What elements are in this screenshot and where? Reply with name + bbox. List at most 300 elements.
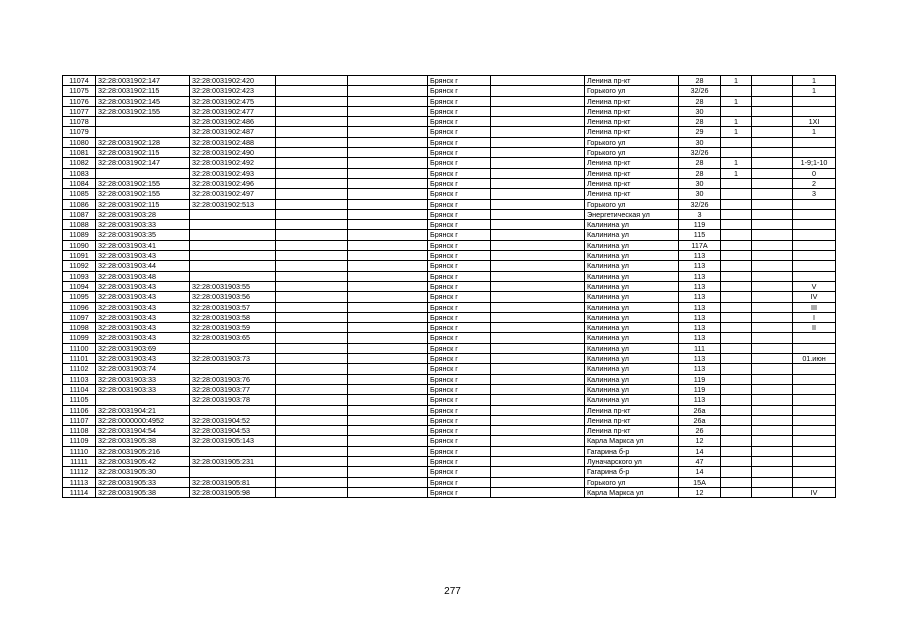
- table-cell: [276, 354, 348, 364]
- table-cell: [721, 477, 752, 487]
- table-cell: [491, 271, 585, 281]
- table-cell: 11105: [63, 395, 96, 405]
- table-cell: 32:28:0031902:155: [96, 178, 190, 188]
- table-cell: 32:28:0031903:43: [96, 251, 190, 261]
- table-cell: [491, 415, 585, 425]
- table-cell: [752, 230, 793, 240]
- table-cell: Брянск г: [428, 354, 491, 364]
- table-cell: 32:28:0031903:43: [96, 323, 190, 333]
- table-cell: 32:28:0031902:115: [96, 86, 190, 96]
- table-cell: 32/26: [679, 86, 721, 96]
- table-cell: Калинина ул: [585, 281, 679, 291]
- table-cell: [752, 374, 793, 384]
- table-cell: [190, 220, 276, 230]
- table-cell: [491, 487, 585, 497]
- table-cell: [491, 456, 585, 466]
- table-cell: 32:28:0031903:48: [96, 271, 190, 281]
- table-cell: 47: [679, 456, 721, 466]
- table-cell: [721, 384, 752, 394]
- table-row: [63, 158, 836, 168]
- table-cell: [276, 333, 348, 343]
- table-cell: [348, 127, 428, 137]
- table-cell: [793, 96, 836, 106]
- table-cell: [276, 240, 348, 250]
- table-cell: 32:28:0031903:43: [96, 281, 190, 291]
- table-cell: [752, 137, 793, 147]
- table-cell: 32:28:0031903:43: [96, 312, 190, 322]
- table-cell: Гагарина б-р: [585, 446, 679, 456]
- table-row: [63, 354, 836, 364]
- table-cell: [793, 415, 836, 425]
- table-cell: [190, 251, 276, 261]
- table-cell: [793, 333, 836, 343]
- table-cell: [491, 158, 585, 168]
- table-row: [63, 209, 836, 219]
- table-cell: Брянск г: [428, 168, 491, 178]
- table-row: [63, 374, 836, 384]
- table-cell: [793, 148, 836, 158]
- table-cell: 14: [679, 446, 721, 456]
- table-cell: 26а: [679, 405, 721, 415]
- table-cell: [491, 436, 585, 446]
- table-row: [63, 127, 836, 137]
- table-cell: [752, 199, 793, 209]
- table-cell: Ленина пр-кт: [585, 76, 679, 86]
- table-cell: [348, 220, 428, 230]
- table-cell: 11094: [63, 281, 96, 291]
- table-cell: Горького ул: [585, 148, 679, 158]
- table-cell: 32:28:0031902:488: [190, 137, 276, 147]
- table-cell: [276, 374, 348, 384]
- table-cell: 14: [679, 467, 721, 477]
- table-cell: Калинина ул: [585, 271, 679, 281]
- table-cell: [190, 364, 276, 374]
- table-cell: [276, 106, 348, 116]
- table-cell: [793, 405, 836, 415]
- table-cell: 32:28:0031902:477: [190, 106, 276, 116]
- table-cell: [752, 477, 793, 487]
- table-cell: Брянск г: [428, 302, 491, 312]
- table-cell: Калинина ул: [585, 292, 679, 302]
- table-cell: [348, 148, 428, 158]
- table-cell: 32:28:0031902:115: [96, 199, 190, 209]
- table-cell: 15А: [679, 477, 721, 487]
- table-cell: 32:28:0031902:513: [190, 199, 276, 209]
- cadastral-table: [62, 75, 836, 498]
- table-cell: Ленина пр-кт: [585, 117, 679, 127]
- table-cell: [491, 199, 585, 209]
- table-cell: 32:28:0031903:76: [190, 374, 276, 384]
- table-cell: Горького ул: [585, 199, 679, 209]
- table-cell: Брянск г: [428, 261, 491, 271]
- table-cell: [348, 292, 428, 302]
- table-cell: [491, 178, 585, 188]
- table-row: [63, 76, 836, 86]
- table-cell: Ленина пр-кт: [585, 168, 679, 178]
- table-cell: [348, 240, 428, 250]
- table-cell: [276, 477, 348, 487]
- table-cell: 32:28:0031905:216: [96, 446, 190, 456]
- table-cell: Брянск г: [428, 271, 491, 281]
- table-row: [63, 230, 836, 240]
- table-cell: [348, 436, 428, 446]
- table-cell: [348, 189, 428, 199]
- table-cell: [276, 446, 348, 456]
- table-row: [63, 189, 836, 199]
- table-cell: 28: [679, 158, 721, 168]
- table-cell: [348, 199, 428, 209]
- table-row: [63, 240, 836, 250]
- table-cell: [491, 343, 585, 353]
- table-cell: [793, 240, 836, 250]
- table-cell: 32:28:0031903:77: [190, 384, 276, 394]
- table-cell: [491, 405, 585, 415]
- table-cell: [752, 86, 793, 96]
- table-cell: [348, 364, 428, 374]
- table-cell: 11099: [63, 333, 96, 343]
- table-cell: 11088: [63, 220, 96, 230]
- table-cell: 32:28:0031903:78: [190, 395, 276, 405]
- table-cell: 28: [679, 96, 721, 106]
- table-cell: [276, 312, 348, 322]
- table-cell: [721, 106, 752, 116]
- table-cell: 32:28:0031903:33: [96, 374, 190, 384]
- table-row: [63, 467, 836, 477]
- table-cell: [793, 343, 836, 353]
- table-cell: [276, 199, 348, 209]
- table-cell: [721, 178, 752, 188]
- table-cell: [276, 467, 348, 477]
- table-cell: 11075: [63, 86, 96, 96]
- table-cell: 30: [679, 189, 721, 199]
- table-cell: [276, 456, 348, 466]
- table-cell: Калинина ул: [585, 374, 679, 384]
- table-cell: 11100: [63, 343, 96, 353]
- table-cell: 119: [679, 384, 721, 394]
- table-cell: Калинина ул: [585, 230, 679, 240]
- table-cell: [721, 343, 752, 353]
- table-cell: 1: [721, 117, 752, 127]
- table-cell: [793, 209, 836, 219]
- table-cell: Ленина пр-кт: [585, 127, 679, 137]
- table-cell: [96, 127, 190, 137]
- table-cell: [190, 343, 276, 353]
- table-cell: 113: [679, 323, 721, 333]
- table-cell: [348, 477, 428, 487]
- table-cell: [491, 148, 585, 158]
- table-cell: [276, 271, 348, 281]
- table-cell: 11091: [63, 251, 96, 261]
- table-cell: [752, 168, 793, 178]
- table-cell: [491, 323, 585, 333]
- table-cell: [793, 251, 836, 261]
- table-cell: 2: [793, 178, 836, 188]
- table-cell: [793, 230, 836, 240]
- table-cell: [721, 209, 752, 219]
- table-cell: 32:28:0031903:69: [96, 343, 190, 353]
- table-cell: Брянск г: [428, 405, 491, 415]
- table-cell: [276, 148, 348, 158]
- table-cell: [721, 405, 752, 415]
- table-cell: 11102: [63, 364, 96, 374]
- table-cell: Брянск г: [428, 96, 491, 106]
- table-cell: Калинина ул: [585, 302, 679, 312]
- table-cell: [752, 158, 793, 168]
- table-row: [63, 220, 836, 230]
- table-cell: 113: [679, 261, 721, 271]
- table-cell: 12: [679, 487, 721, 497]
- table-cell: 28: [679, 168, 721, 178]
- table-cell: [752, 323, 793, 333]
- table-cell: [752, 415, 793, 425]
- table-cell: 119: [679, 374, 721, 384]
- table-cell: [348, 86, 428, 96]
- table-cell: [348, 271, 428, 281]
- table-cell: [491, 96, 585, 106]
- table-cell: 32:28:0031903:41: [96, 240, 190, 250]
- table-cell: 32:28:0031903:73: [190, 354, 276, 364]
- table-cell: [348, 76, 428, 86]
- table-cell: [721, 312, 752, 322]
- table-cell: 32:28:0031905:38: [96, 436, 190, 446]
- table-cell: [190, 271, 276, 281]
- table-cell: 32:28:0031905:30: [96, 467, 190, 477]
- table-cell: [491, 467, 585, 477]
- table-cell: [276, 487, 348, 497]
- table-cell: 32:28:0031905:143: [190, 436, 276, 446]
- table-cell: 32:28:0031905:231: [190, 456, 276, 466]
- table-cell: [491, 292, 585, 302]
- table-cell: 30: [679, 106, 721, 116]
- table-cell: [721, 271, 752, 281]
- table-row: [63, 415, 836, 425]
- table-cell: [491, 76, 585, 86]
- table-cell: [190, 261, 276, 271]
- table-cell: 32:28:0031903:44: [96, 261, 190, 271]
- table-cell: 11080: [63, 137, 96, 147]
- table-cell: 11107: [63, 415, 96, 425]
- table-cell: [348, 168, 428, 178]
- table-row: [63, 477, 836, 487]
- table-cell: [190, 240, 276, 250]
- table-cell: 115: [679, 230, 721, 240]
- table-cell: [190, 446, 276, 456]
- table-cell: [348, 405, 428, 415]
- table-cell: [491, 117, 585, 127]
- table-cell: III: [793, 302, 836, 312]
- table-cell: 30: [679, 137, 721, 147]
- table-cell: Калинина ул: [585, 395, 679, 405]
- table-cell: 12: [679, 436, 721, 446]
- table-cell: 32:28:0031902:420: [190, 76, 276, 86]
- table-cell: 32/26: [679, 199, 721, 209]
- table-cell: 11104: [63, 384, 96, 394]
- table-cell: [491, 86, 585, 96]
- table-cell: [721, 292, 752, 302]
- table-cell: Брянск г: [428, 127, 491, 137]
- table-cell: [276, 220, 348, 230]
- table-row: [63, 395, 836, 405]
- table-cell: [276, 76, 348, 86]
- table-cell: [752, 467, 793, 477]
- table-cell: [190, 209, 276, 219]
- table-cell: Брянск г: [428, 148, 491, 158]
- table-cell: [752, 178, 793, 188]
- table-cell: [276, 189, 348, 199]
- table-cell: [276, 395, 348, 405]
- table-cell: 32:28:0031903:35: [96, 230, 190, 240]
- table-cell: [721, 395, 752, 405]
- table-cell: 32:28:0031904:54: [96, 426, 190, 436]
- page-number: 277: [444, 586, 461, 597]
- table-row: [63, 261, 836, 271]
- table-cell: Ленина пр-кт: [585, 96, 679, 106]
- table-cell: [491, 106, 585, 116]
- table-cell: [752, 426, 793, 436]
- table-cell: 1: [721, 168, 752, 178]
- table-cell: Брянск г: [428, 220, 491, 230]
- table-cell: 32:28:0031903:55: [190, 281, 276, 291]
- table-row: [63, 137, 836, 147]
- table-cell: [752, 96, 793, 106]
- table-cell: [752, 312, 793, 322]
- table-cell: Брянск г: [428, 436, 491, 446]
- table-cell: 11085: [63, 189, 96, 199]
- table-cell: Брянск г: [428, 343, 491, 353]
- table-cell: 3: [679, 209, 721, 219]
- table-cell: 11089: [63, 230, 96, 240]
- table-cell: [348, 106, 428, 116]
- table-cell: 32:28:0031902:145: [96, 96, 190, 106]
- table-cell: [721, 467, 752, 477]
- table-cell: 32:28:0031904:21: [96, 405, 190, 415]
- table-cell: Брянск г: [428, 456, 491, 466]
- table-cell: [491, 209, 585, 219]
- table-cell: 32:28:0031904:52: [190, 415, 276, 425]
- table-cell: Брянск г: [428, 158, 491, 168]
- table-cell: Брянск г: [428, 199, 491, 209]
- table-cell: Брянск г: [428, 477, 491, 487]
- table-cell: 11090: [63, 240, 96, 250]
- table-cell: 11078: [63, 117, 96, 127]
- table-cell: Калинина ул: [585, 220, 679, 230]
- table-cell: Гагарина б-р: [585, 467, 679, 477]
- table-cell: [491, 261, 585, 271]
- table-cell: [721, 374, 752, 384]
- table-cell: 11097: [63, 312, 96, 322]
- table-cell: [348, 395, 428, 405]
- table-cell: [348, 426, 428, 436]
- table-cell: I: [793, 312, 836, 322]
- table-cell: 32:28:0031902:486: [190, 117, 276, 127]
- table-cell: Брянск г: [428, 86, 491, 96]
- table-row: [63, 117, 836, 127]
- table-row: [63, 323, 836, 333]
- table-cell: 11087: [63, 209, 96, 219]
- table-cell: 01.июн: [793, 354, 836, 364]
- table-cell: Брянск г: [428, 240, 491, 250]
- table-cell: [491, 374, 585, 384]
- table-cell: Луначарского ул: [585, 456, 679, 466]
- table-cell: Ленина пр-кт: [585, 189, 679, 199]
- table-row: [63, 426, 836, 436]
- table-cell: [721, 364, 752, 374]
- table-cell: [348, 281, 428, 291]
- table-cell: [752, 343, 793, 353]
- table-cell: 1: [793, 86, 836, 96]
- table-cell: [96, 168, 190, 178]
- table-cell: [276, 281, 348, 291]
- table-cell: 32:28:0031902:423: [190, 86, 276, 96]
- table-cell: [276, 178, 348, 188]
- table-cell: Брянск г: [428, 137, 491, 147]
- table-cell: 113: [679, 292, 721, 302]
- table-cell: 11082: [63, 158, 96, 168]
- table-cell: Ленина пр-кт: [585, 415, 679, 425]
- table-cell: [348, 261, 428, 271]
- table-row: [63, 405, 836, 415]
- table-cell: [752, 209, 793, 219]
- table-cell: 32:28:0031903:33: [96, 220, 190, 230]
- table-cell: [793, 395, 836, 405]
- table-cell: [491, 168, 585, 178]
- table-row: [63, 178, 836, 188]
- table-cell: [276, 405, 348, 415]
- table-cell: [348, 446, 428, 456]
- table-cell: 32:28:0031903:43: [96, 354, 190, 364]
- table-cell: [721, 456, 752, 466]
- table-cell: [752, 384, 793, 394]
- table-cell: [348, 323, 428, 333]
- table-cell: [752, 405, 793, 415]
- table-cell: [491, 230, 585, 240]
- table-cell: Ленина пр-кт: [585, 106, 679, 116]
- table-cell: Брянск г: [428, 323, 491, 333]
- table-cell: [752, 106, 793, 116]
- table-cell: Энергетическая ул: [585, 209, 679, 219]
- table-cell: Брянск г: [428, 251, 491, 261]
- table-cell: 11092: [63, 261, 96, 271]
- table-cell: [721, 302, 752, 312]
- table-row: [63, 446, 836, 456]
- table-cell: 32:28:0031904:53: [190, 426, 276, 436]
- table-cell: [721, 199, 752, 209]
- table-cell: [491, 240, 585, 250]
- table-cell: 11096: [63, 302, 96, 312]
- table-cell: [348, 467, 428, 477]
- table-cell: [721, 230, 752, 240]
- table-cell: [491, 354, 585, 364]
- table-cell: Брянск г: [428, 189, 491, 199]
- table-cell: Ленина пр-кт: [585, 426, 679, 436]
- table-cell: [752, 251, 793, 261]
- table-cell: Брянск г: [428, 446, 491, 456]
- table-row: [63, 436, 836, 446]
- table-cell: 32:28:0031905:33: [96, 477, 190, 487]
- table-cell: 113: [679, 312, 721, 322]
- table-cell: 11083: [63, 168, 96, 178]
- table-cell: [752, 220, 793, 230]
- table-cell: 32:28:0031902:155: [96, 189, 190, 199]
- table-cell: 32:28:0031902:487: [190, 127, 276, 137]
- table-cell: 11086: [63, 199, 96, 209]
- table-cell: 11108: [63, 426, 96, 436]
- table-cell: 32:28:0031903:58: [190, 312, 276, 322]
- table-cell: 32:28:0031902:147: [96, 158, 190, 168]
- table-row: [63, 86, 836, 96]
- table-cell: [721, 220, 752, 230]
- table-row: [63, 292, 836, 302]
